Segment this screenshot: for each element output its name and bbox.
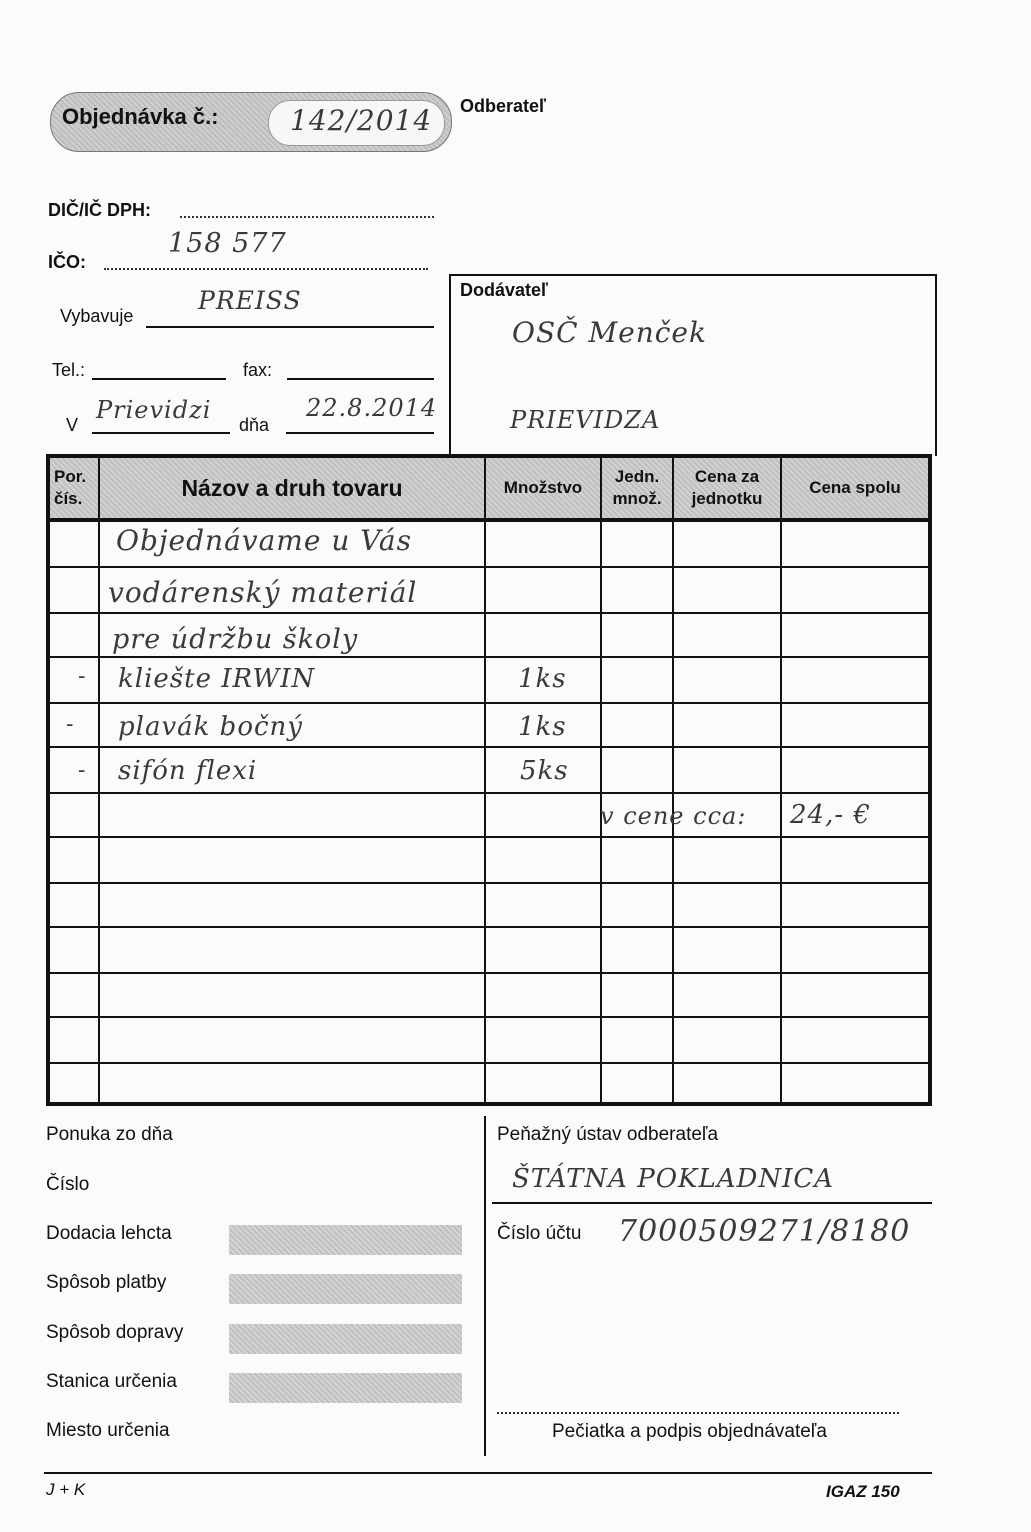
buyer-label: Odberateľ [460,96,546,116]
table-row: vodárenský materiál [108,576,418,609]
row-number: - [78,664,87,689]
price-note: v cene cca: [600,802,747,830]
phone-field[interactable] [92,364,226,380]
destination-label: Miesto určenia [46,1420,170,1441]
supplier-city: PRIEVIDZA [510,406,661,434]
handled-by-value: PREISS [198,286,302,315]
place-value: Prievidzi [96,396,212,424]
table-row: pre údržbu školy [112,624,359,655]
ico-label: IČO: [48,252,86,272]
date-value: 22.8.2014 [306,394,438,422]
number-label: Číslo [46,1174,90,1195]
table-row: plavák bočný [118,712,303,742]
fax-field[interactable] [287,364,434,380]
handled-by-label: Vybavuje [60,306,134,326]
offer-label: Ponuka zo dňa [46,1124,173,1145]
ico-value: 158 577 [168,228,287,259]
signature-label: Pečiatka a podpis objednávateľa [552,1421,827,1442]
bank-label: Peňažný ústav odberateľa [497,1124,719,1145]
order-label: Objednávka č.: [62,104,219,129]
place-prefix: V [66,415,79,435]
transport-field[interactable] [229,1324,462,1354]
row-quantity: 5ks [520,756,569,786]
payment-field[interactable] [229,1274,462,1304]
col-header-total: Cena spolu [809,478,901,497]
price-value: 24,- € [790,800,871,830]
dic-label: DIČ/IČ DPH: [48,200,151,220]
bank-value: ŠTÁTNA POKLADNICA [512,1164,835,1194]
row-number: - [78,758,87,783]
dic-field[interactable] [180,202,434,218]
row-quantity: 1ks [518,712,567,742]
col-header-quantity: Množstvo [503,478,583,497]
supplier-name: OSČ Menček [512,316,707,349]
col-header-unit: Jedn. množ. [612,467,662,508]
footer-right: IGAZ 150 [826,1482,900,1501]
bank-field[interactable] [492,1188,932,1204]
supplier-label: Dodávateľ [460,280,548,300]
table-header [50,458,928,522]
account-value: 7000509271/8180 [618,1214,911,1249]
station-field[interactable] [229,1373,462,1403]
phone-label: Tel.: [52,360,86,380]
fax-label: fax: [243,360,273,380]
transport-label: Spôsob dopravy [46,1322,184,1343]
delivery-label: Dodacia lehcta [46,1223,172,1244]
station-label: Stanica určenia [46,1371,177,1392]
col-header-unit-price: Cena za jednotku [691,467,763,508]
table-row: kliešte IRWIN [118,664,316,694]
payment-label: Spôsob platby [46,1272,167,1293]
table-row: sifón flexi [118,756,258,786]
footer-left: J + K [46,1480,86,1499]
delivery-field[interactable] [229,1225,462,1255]
table-row: Objednávame u Vás [116,524,412,557]
bottom-divider [484,1116,486,1456]
date-label: dňa [239,415,270,435]
col-header-name: Názov a druh tovaru [181,475,403,501]
footer-divider [44,1472,932,1474]
row-quantity: 1ks [518,664,567,694]
col-header-number: Por. čís. [54,467,87,508]
row-number: - [66,712,75,737]
signature-line[interactable] [497,1404,899,1414]
account-label: Číslo účtu [497,1223,582,1244]
order-number-value: 142/2014 [290,104,433,137]
